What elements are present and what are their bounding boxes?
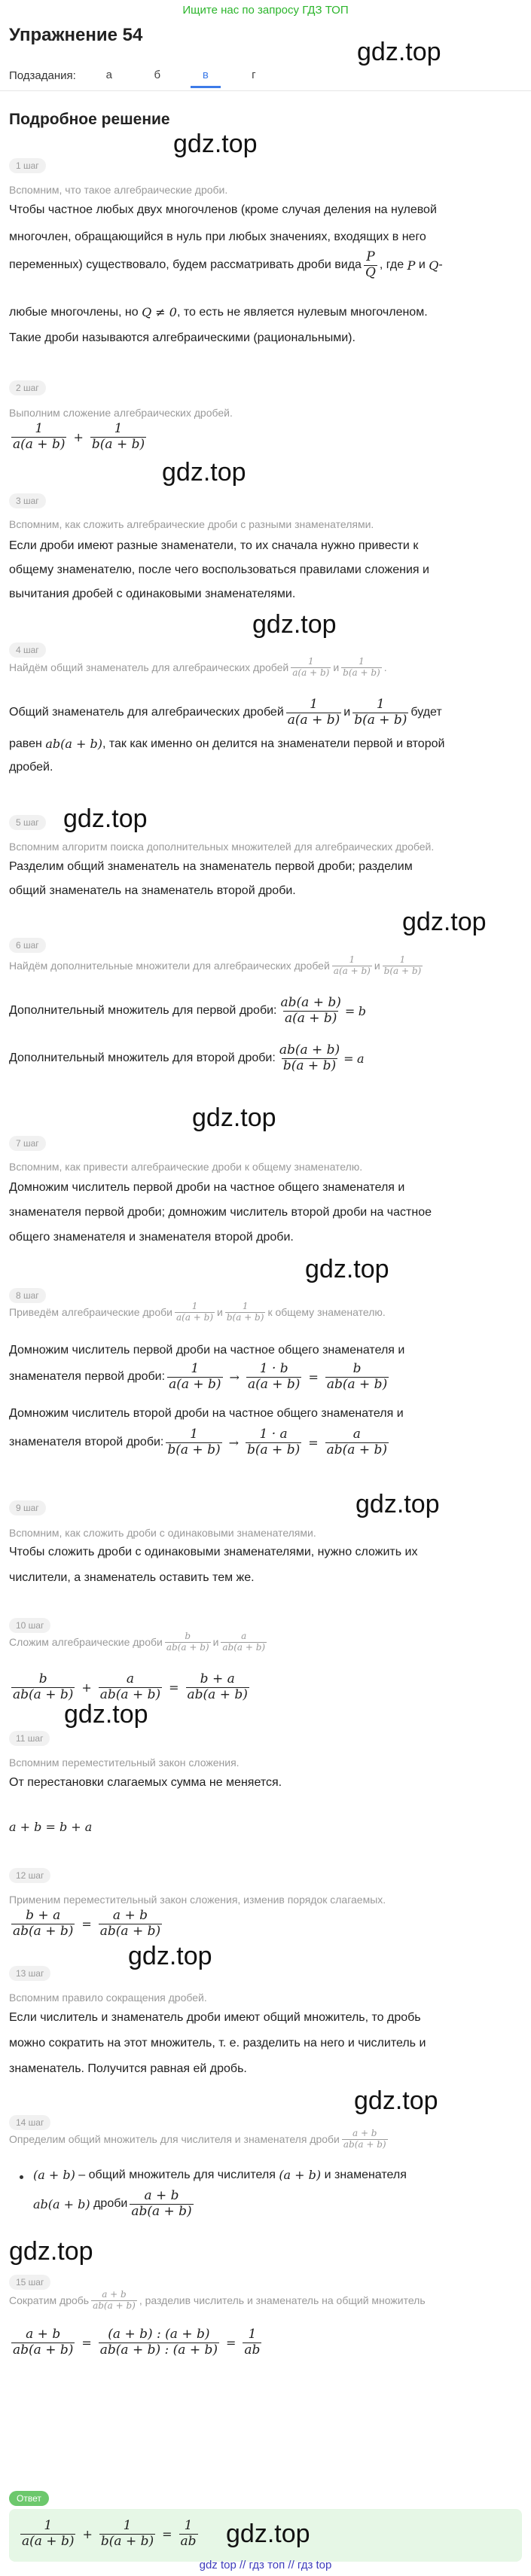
subtasks-row xyxy=(9,63,269,88)
step-label: 6 шаг xyxy=(9,938,46,953)
step-hint: Найдём общий знаменатель для алгебраических дробей $\frac{1}{a(a + b)}$ и $\frac{1}{b(a + b)}$ . xyxy=(9,656,387,678)
watermark: gdz.top xyxy=(354,2086,438,2115)
watermark: gdz.top xyxy=(192,1103,276,1132)
step-hint: Найдём дополнительные множители для алгебраических дробей $\frac{1}{a(a + b)}$ и $\frac{1}{b(a + b)}$ xyxy=(9,954,422,976)
step-hint: Вспомним, что такое алгебраические дроби. xyxy=(9,184,228,196)
watermark: gdz.top xyxy=(402,908,487,936)
step-label: 5 шаг xyxy=(9,815,46,830)
step-label: 4 шаг xyxy=(9,642,46,658)
watermark: gdz.top xyxy=(64,1700,148,1729)
step-label: 7 шаг xyxy=(9,1136,46,1151)
step-text: числители, а знаменатель оставить тем же. xyxy=(9,1571,255,1584)
step-text: знаменателя второй дроби: $\frac{1}{b(a + b)}$ → $\frac{1 \cdot a}{b(a + b)}$ = $\frac{a}{ab(a + b)}$ xyxy=(9,1427,387,1457)
step-text: общий знаменатель на знаменатель второй дроби. xyxy=(9,884,296,897)
step-text: многочлен, обращающийся в нуль при любых значениях, входящих в него xyxy=(9,230,426,243)
tab-v[interactable]: в xyxy=(191,63,221,88)
step-text: (a + b) – общий множитель для числителя (a + b) и знаменателя xyxy=(33,2168,407,2182)
footer-links[interactable]: gdz top // гдз топ // гдз top xyxy=(199,2559,332,2571)
step-text: От перестановки слагаемых сумма не меняется. xyxy=(9,1776,282,1789)
step-text: Домножим числитель первой дроби на частное общего знаменателя и xyxy=(9,1181,405,1194)
step-text: Если дроби имеют разные знаменатели, то их сначала нужно привести к xyxy=(9,539,419,552)
tab-a[interactable]: а xyxy=(105,69,112,81)
step-text: Домножим числитель второй дроби на частное общего знаменателя и xyxy=(9,1407,404,1420)
step-text: Такие дроби называются алгебраическими (рациональными). xyxy=(9,331,356,344)
page-title: Упражнение 54 xyxy=(9,25,143,45)
step-text: вычитания дробей с одинаковыми знаменателями. xyxy=(9,588,296,600)
step-label: 3 шаг xyxy=(9,493,46,508)
step-hint: Вспомним, как привести алгебраические дроби к общему знаменателю. xyxy=(9,1161,363,1173)
step-text: знаменателя первой дроби: $\frac{1}{a(a + b)}$ → $\frac{1 \cdot b}{a(a + b)}$ = $\frac{b}{ab(a + b)}$ xyxy=(9,1361,388,1392)
step-text: Дополнительный множитель для второй дроби: $\frac{ab(a + b)}{b(a + b)}$ = a xyxy=(9,1042,365,1073)
step-label: 1 шаг xyxy=(9,158,46,173)
step-text: Чтобы частное любых двух многочленов (кроме случая деления на нулевой xyxy=(9,203,437,216)
step-hint: Применим переместительный закон сложения, изменив порядок слагаемых. xyxy=(9,1894,386,1906)
formula: $\frac{b + a}{ab(a + b)}$ = $\frac{a + b}{ab(a + b)}$ xyxy=(13,1908,161,1939)
step-hint: Вспомним, как сложить дроби с одинаковыми знаменателями. xyxy=(9,1527,316,1539)
step-text: Дополнительный множитель для первой дроби: $\frac{ab(a + b)}{a(a + b)}$ = b xyxy=(9,995,366,1026)
step-text: Чтобы сложить дроби с одинаковыми знаменателями, нужно сложить их xyxy=(9,1546,418,1558)
formula: $\frac{a + b}{ab(a + b)}$ = $\frac{(a + b) : (a + b)}{ab(a + b) : (a + b)}$ = $\frac{1}{ab}$ xyxy=(13,2327,261,2358)
watermark: gdz.top xyxy=(63,804,148,833)
watermark: gdz.top xyxy=(356,1490,440,1518)
watermark: gdz.top xyxy=(9,2237,93,2266)
step-text: знаменателя первой дроби; домножим числитель второй дроби на частное xyxy=(9,1206,432,1219)
formula: $\frac{b}{ab(a + b)}$ + $\frac{a}{ab(a + b)}$ = $\frac{b + a}{ab(a + b)}$ xyxy=(13,1671,248,1702)
step-label: 8 шаг xyxy=(9,1288,46,1303)
step-text: ab(a + b) дроби $\frac{a + b}{ab(a + b)}$ xyxy=(33,2188,192,2219)
watermark: gdz.top xyxy=(226,2520,310,2548)
step-hint: Вспомним переместительный закон сложения. xyxy=(9,1757,240,1769)
step-label: 14 шаг xyxy=(9,2115,50,2130)
step-hint: Сократим дробь $\frac{a + b}{ab(a + b)}$ , разделив числитель и знаменатель на общий множитель xyxy=(9,2289,426,2311)
step-label: 13 шаг xyxy=(9,1966,50,1981)
step-text: равен ab(a + b) , так как именно он делится на знаменатели первой и второй xyxy=(9,737,445,751)
watermark: gdz.top xyxy=(357,38,441,66)
step-hint: Вспомним, как сложить алгебраические дроби с разными знаменателями. xyxy=(9,518,374,530)
tab-b[interactable]: б xyxy=(154,69,161,81)
step-text: Если числитель и знаменатель дроби имеют общий множитель, то дробь xyxy=(9,2011,421,2024)
watermark: gdz.top xyxy=(173,130,258,158)
step-hint: Определим общий множитель для числителя и знаменателя дроби $\frac{a + b}{ab(a + b)}$ xyxy=(9,2128,386,2150)
tabs-divider xyxy=(0,90,531,91)
formula: a + b = b + a xyxy=(9,1820,93,1834)
subtasks-label: Подзадания: xyxy=(9,69,76,82)
step-hint: Приведём алгебраические дроби $\frac{1}{a(a + b)}$ и $\frac{1}{b(a + b)}$ к общему знаменателю. xyxy=(9,1301,386,1323)
step-label: 11 шаг xyxy=(9,1731,50,1746)
step-hint: Выполним сложение алгебраических дробей. xyxy=(9,407,233,419)
step-label: 9 шаг xyxy=(9,1500,46,1515)
step-hint: Вспомним правило сокращения дробей. xyxy=(9,1992,207,2004)
step-text: дробей. xyxy=(9,761,53,774)
answer-label: Ответ xyxy=(9,2491,49,2506)
formula: $\frac{1}{a(a + b)}$ + $\frac{1}{b(a + b)}$ xyxy=(13,421,145,452)
bullet xyxy=(20,2175,23,2179)
step-text: Домножим числитель первой дроби на частное общего знаменателя и xyxy=(9,1344,405,1357)
step-text: Общий знаменатель для алгебраических дробей $\frac{1}{a(a + b)}$ и $\frac{1}{b(a + b)}$ будет xyxy=(9,697,442,728)
step-text: любые многочлены, но Q ≠ 0 , то есть не является нулевым многочленом. xyxy=(9,305,428,319)
step-text: переменных) существовало, будем рассматривать дроби вида $\frac{P}{Q}$ , где P и Q - xyxy=(9,249,443,280)
watermark: gdz.top xyxy=(252,610,337,639)
step-hint: Вспомним алгоритм поиска дополнительных множителей для алгебраических дробей. xyxy=(9,841,435,853)
answer-formula: $\frac{1}{a(a + b)}$ + $\frac{1}{b(a + b)}$ = $\frac{1}{ab}$ xyxy=(22,2518,197,2549)
solution-title: Подробное решение xyxy=(9,111,170,128)
tab-g[interactable]: г xyxy=(252,69,256,81)
watermark: gdz.top xyxy=(305,1255,389,1283)
step-text: общему знаменателю, после чего воспользоваться правилами сложения и xyxy=(9,563,429,576)
step-text: общего знаменателя и знаменателя второй дроби. xyxy=(9,1231,294,1244)
step-label: 10 шаг xyxy=(9,1618,50,1633)
step-text: знаменатель. Получится равная ей дробь. xyxy=(9,2062,247,2075)
step-text: можно сократить на этот множитель, т. е. разделить на него и числитель и xyxy=(9,2037,426,2050)
top-banner[interactable]: Ищите нас по запросу ГДЗ ТОП xyxy=(182,4,349,17)
step-label: 2 шаг xyxy=(9,380,46,395)
step-hint: Сложим алгебраические дроби $\frac{b}{ab(a + b)}$ и $\frac{a}{ab(a + b)}$ xyxy=(9,1631,266,1653)
step-label: 15 шаг xyxy=(9,2275,50,2290)
watermark: gdz.top xyxy=(162,458,246,487)
step-text: Разделим общий знаменатель на знаменатель первой дроби; разделим xyxy=(9,860,413,873)
step-label: 12 шаг xyxy=(9,1868,50,1883)
watermark: gdz.top xyxy=(128,1942,212,1970)
